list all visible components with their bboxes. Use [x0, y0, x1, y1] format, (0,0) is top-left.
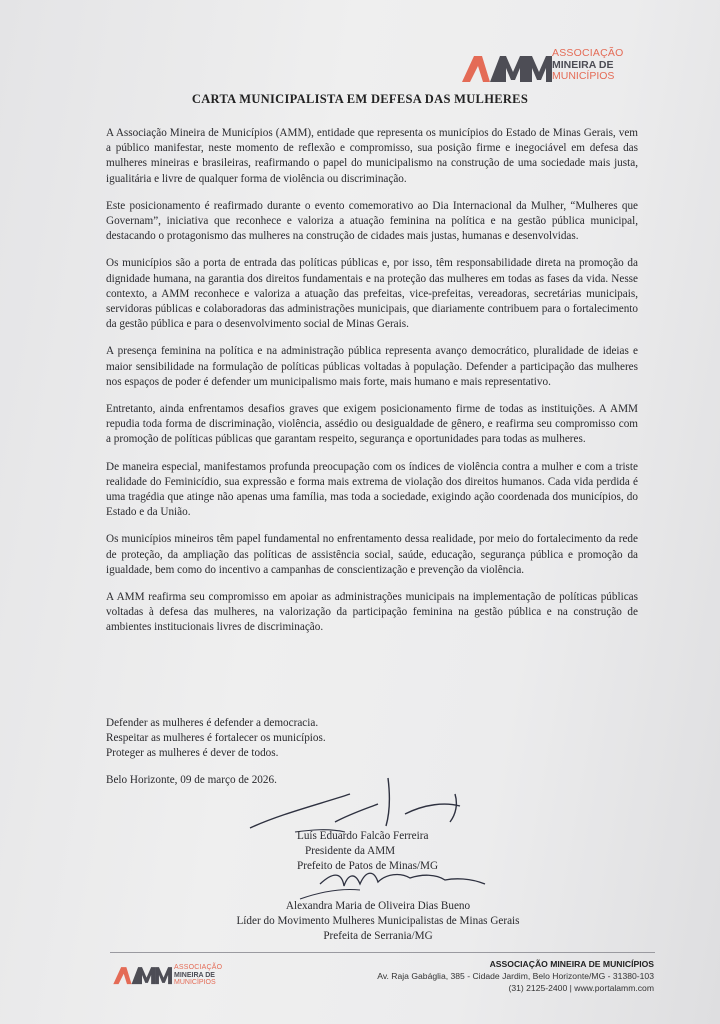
- signatory-role: Presidente da AMM: [305, 845, 396, 857]
- amm-logo: [460, 46, 660, 86]
- amm-logo-mark-icon: [460, 52, 552, 84]
- closing-line: Proteger as mulheres é dever de todos.: [106, 747, 279, 760]
- signatory-name: Luís Eduardo Falcão Ferreira: [297, 830, 429, 842]
- paragraph: A presença feminina na política e na administração pública representa avanço democrático, pluralidade de ideias e maior sensibilidade na formulação de políticas públicas voltadas à população. Defender a participação das mulheres nos espaços de poder é defender um municipalismo mais forte, mais humano e mais representativo.: [106, 345, 638, 388]
- footer-org-name: ASSOCIAÇÃO MINEIRA DE MUNICÍPIOS: [489, 959, 654, 969]
- letter-body: [106, 126, 638, 648]
- footer-info: [300, 958, 654, 994]
- footer-address: Av. Raja Gabáglia, 385 - Cidade Jardim, Belo Horizonte/MG - 31380-103: [377, 971, 654, 981]
- paragraph: A AMM reafirma seu compromisso em apoiar as administrações municipais na implementação de políticas públicas voltadas à defesa das mulheres, na valorização da participação feminina na gestão pública e na construção de ambientes institucionais livres de discriminação.: [106, 591, 638, 634]
- paragraph: Os municípios são a porta de entrada das políticas públicas e, por isso, têm responsabilidade direta na promoção da dignidade humana, na garantia dos direitos fundamentais e na proteção das mulheres em todas as fases da vida. Nesse contexto, a AMM reconhece e valoriza a atuação das prefeitas, vice-prefeitas, vereadoras, secretárias municipais, servidoras públicas e colaboradoras das administrações municipais, que diariamente contribuem para o fortalecimento da gestão pública e para o desenvolvimento social de Minas Gerais.: [106, 257, 638, 331]
- paragraph: A Associação Mineira de Municípios (AMM), entidade que representa os municípios do Estado de Minas Gerais, vem a público manifestar, neste momento de reflexão e compromisso, sua posição firme e inegociável em defesa das mulheres mineiras e brasileiras, reafirmando o papel do municipalismo na construção de uma sociedade mais justa, igualitária e livre de qualquer forma de violência ou discriminação.: [106, 127, 638, 185]
- logo-text-line3: MUNICÍPIOS: [552, 70, 615, 82]
- amm-footer-logo: [112, 962, 252, 990]
- paragraph: Este posicionamento é reafirmado durante o evento comemorativo ao Dia Internacional da Mulher, “Mulheres que Governam”, iniciativa que reconhece e valoriza a atuação feminina na política e na gestão pública municipal, destacando o protagonismo das mulheres na construção de cidades mais justas, humanas e desenvolvidas.: [106, 199, 638, 243]
- signatory-role: Líder do Movimento Mulheres Municipalistas de Minas Gerais: [236, 915, 520, 927]
- signatory-block-1: [297, 829, 438, 874]
- signatory-role: Prefeito de Patos de Minas/MG: [297, 860, 439, 872]
- closing-line: Respeitar as mulheres é fortalecer os municípios.: [106, 732, 326, 745]
- date-line: Belo Horizonte, 09 de março de 2026.: [106, 774, 277, 786]
- paragraph: De maneira especial, manifestamos profunda preocupação com os índices de violência contra a mulher e com a triste realidade do Feminicídio, sua expressão e forma mais extrema de violação dos direitos humanos. Cada vida perdida é uma tragédia que atinge não apenas uma família, mas toda a sociedade, exigindo ação coordenada dos municípios, do Estado e da União.: [106, 460, 638, 519]
- paragraph: Os municípios mineiros têm papel fundamental no enfrentamento dessa realidade, por meio do fortalecimento da rede de proteção, da ampliação das políticas de assistência social, saúde, educação, segurança pública e promoção da igualdade, bem como do incentivo a campanhas de conscientização e prevenção da violência.: [106, 533, 638, 576]
- logo-text-line1: ASSOCIAÇÃO: [552, 47, 624, 59]
- logo-text-line1: ASSOCIAÇÃO: [174, 964, 223, 971]
- signatory-block-2: [218, 899, 538, 944]
- logo-text-line3: MUNICÍPIOS: [174, 979, 216, 986]
- signatory-role: Prefeita de Serrania/MG: [323, 930, 433, 942]
- logo-text-line2: MINEIRA DE: [174, 971, 215, 979]
- logo-text-line2: MINEIRA DE: [552, 58, 614, 71]
- closing-lines: [106, 716, 326, 762]
- footer-contact: (31) 2125-2400 | www.portalamm.com: [508, 983, 654, 993]
- closing-line: Defender as mulheres é defender a democracia.: [106, 717, 319, 729]
- signatory-name: Alexandra Maria de Oliveira Dias Bueno: [285, 900, 471, 912]
- paragraph: Entretanto, ainda enfrentamos desafios graves que exigem posicionamento firme de todas as instituições. A AMM repudia toda forma de discriminação, violência, assédio ou desigualdade de gênero, e reafirma seu compromisso com a promoção de políticas públicas que garantam respeito, segurança e oportunidades para todas as mulheres.: [106, 403, 638, 446]
- footer-divider: [110, 952, 655, 953]
- document-title: CARTA MUNICIPALISTA EM DEFESA DAS MULHERES: [191, 92, 529, 106]
- amm-logo-mark-icon: [112, 964, 172, 986]
